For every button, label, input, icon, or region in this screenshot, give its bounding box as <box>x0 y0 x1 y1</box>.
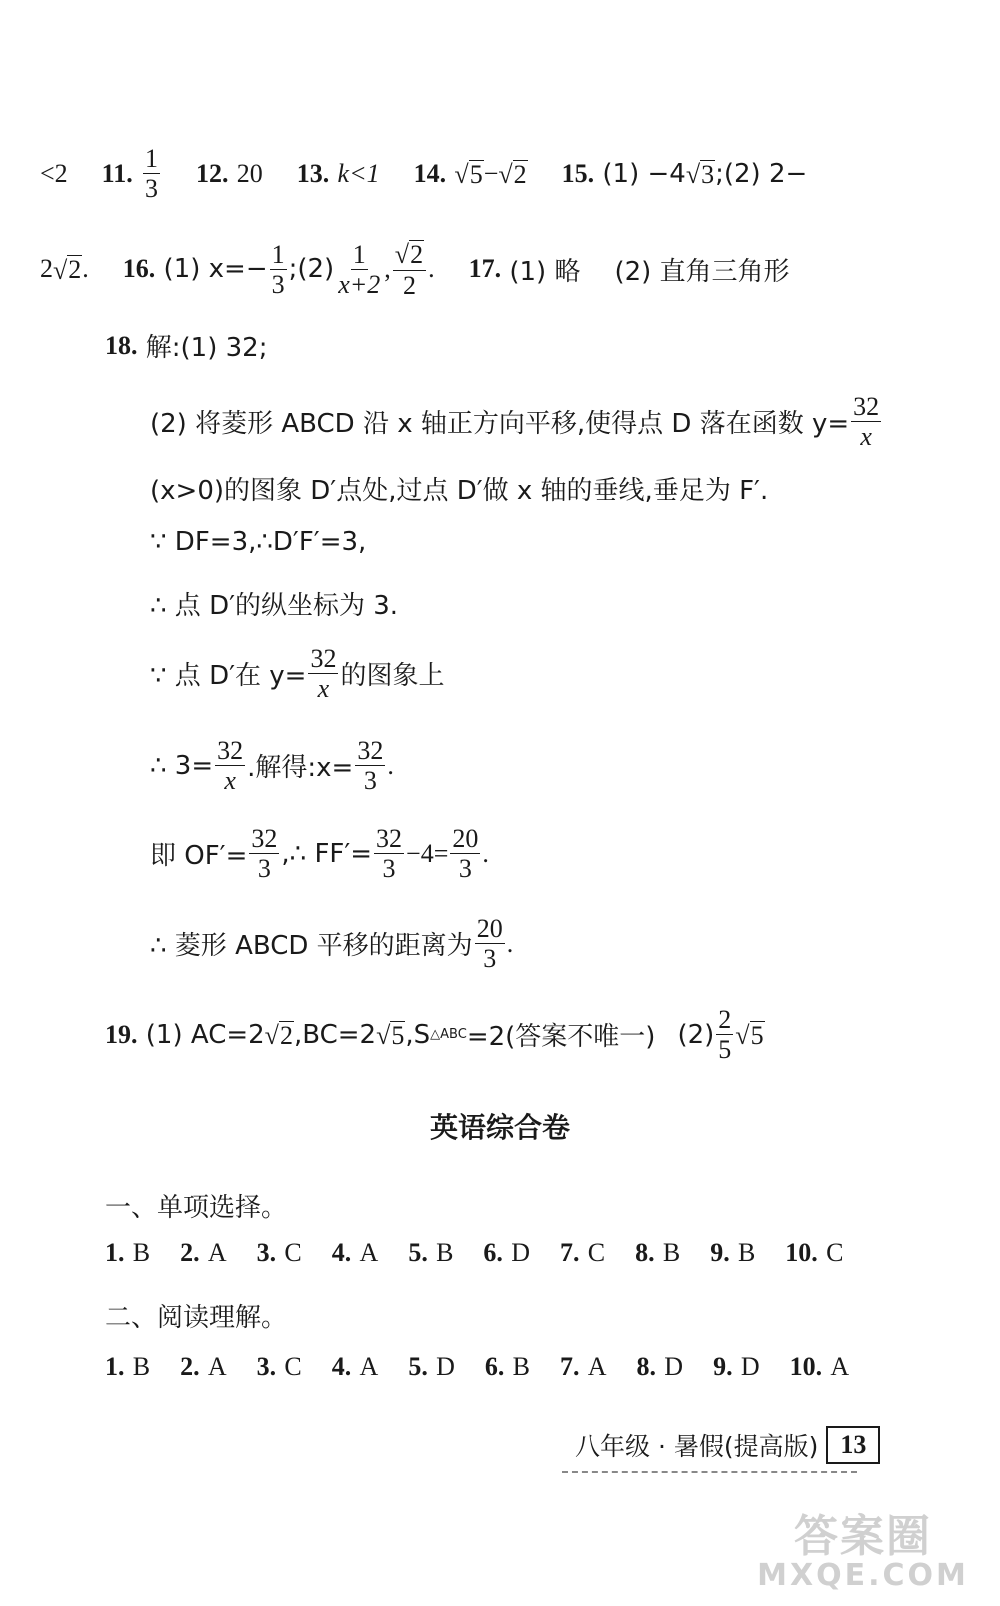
answer-number: 9. <box>713 1352 733 1381</box>
q16-number: 16. <box>122 254 156 284</box>
watermark-text: 答案圈 <box>794 1511 932 1562</box>
answer-letter: B <box>512 1352 530 1381</box>
answer-item <box>408 1238 453 1268</box>
answer-item <box>180 1238 227 1268</box>
q18-line-6: ∴ 3= $\frac{32}{x}$ .解得:x= $\frac{32}{3}$ . <box>150 736 394 796</box>
answer-letter: B <box>737 1238 756 1267</box>
q11-number: 11. <box>101 158 133 188</box>
q18-line-2: (x>0)的图象 D′点处,过点 D′做 x 轴的垂线,垂足为 F′. <box>150 476 769 506</box>
answer-number: 5. <box>408 1352 428 1381</box>
answer-item <box>257 1352 302 1382</box>
answer-letter: D <box>511 1238 530 1267</box>
answer-letter: A <box>359 1352 379 1381</box>
answer-letter: B <box>436 1238 454 1267</box>
answer-letter: A <box>207 1238 227 1267</box>
footer-divider <box>562 1471 857 1473</box>
answer-number: 1. <box>105 1238 125 1267</box>
answer-number: 4. <box>331 1238 352 1267</box>
q18-line-8: ∴ 菱形 ABCD 平移的距离为 $\frac{20}{3}$ . <box>150 914 514 974</box>
answer-letter: A <box>207 1352 227 1381</box>
line2-root: √ 2 <box>53 255 82 285</box>
q17-number: 17. <box>468 254 502 284</box>
answer-item <box>637 1352 684 1382</box>
q14-number: 14. <box>413 158 447 188</box>
answer-number: 6. <box>483 1238 503 1267</box>
q12-answer: 20 <box>236 158 263 188</box>
answer-number: 9. <box>710 1238 730 1267</box>
answer-item <box>560 1352 607 1382</box>
answer-item <box>560 1238 605 1268</box>
answer-line-2: 2 √ 2 . 16. (1) x=− $\frac{1}{3}$ ;(2) $\frac{1}{x+2}$ , √ 2 2 . 17. (1) 略 (2) 直角三角形 <box>40 239 790 300</box>
answer-letter: B <box>662 1238 681 1267</box>
answer-letter: A <box>830 1352 850 1381</box>
answer-number: 3. <box>256 1238 277 1267</box>
answer-number: 7. <box>559 1238 580 1267</box>
answer-number: 4. <box>331 1352 352 1381</box>
answer-item <box>332 1352 379 1382</box>
answer-item <box>790 1352 850 1382</box>
footer <box>575 1426 880 1464</box>
answer-number: 10. <box>789 1352 823 1381</box>
answer-letter: C <box>284 1238 302 1267</box>
answer-letter: C <box>826 1238 844 1267</box>
answer-item <box>105 1238 150 1268</box>
answer-item <box>785 1238 843 1268</box>
q18-intro: 18. 解:(1) 32; <box>105 330 268 363</box>
watermark <box>738 1500 988 1593</box>
answer-item <box>485 1352 530 1382</box>
q19-line: 19. (1) AC=2 √ 2 ,BC=2 √ 5 ,S △ABC =2(答案不唯一) (2) $\frac{2}{5}$ √ 5 <box>105 1005 764 1065</box>
english-section-title: 英语综合卷 <box>429 1111 570 1144</box>
answer-number: 2. <box>180 1352 200 1381</box>
answer-item <box>257 1238 302 1268</box>
answer-line-1: <2 11. $\frac{1}{3}$ 12. 20 13. k<1 14. √ 5 − √ 2 15. (1) −4 √ 3 ;(2) 2− <box>40 144 808 204</box>
single-choice-answers <box>105 1238 873 1268</box>
answer-item <box>635 1238 680 1268</box>
q13-answer: k<1 <box>337 158 380 188</box>
answer-number: 6. <box>484 1352 505 1381</box>
answer-number: 7. <box>559 1352 580 1381</box>
answer-number: 8. <box>635 1238 655 1267</box>
answer-item <box>105 1352 150 1382</box>
q11-fraction: $\frac{1}{3}$ <box>145 144 159 204</box>
q18-line-7: 即 OF′= $\frac{32}{3}$ ,∴ FF′= $\frac{32}{3}$ −4= $\frac{20}{3}$ . <box>150 824 489 884</box>
answer-letter: D <box>664 1352 684 1381</box>
answer-letter: B <box>132 1352 151 1381</box>
answer-number: 2. <box>180 1238 200 1267</box>
q15-number: 15. <box>561 158 595 188</box>
q15-root: √ 3 <box>685 159 715 189</box>
q14-root-a: √ 5 <box>454 159 483 189</box>
section-single-choice: 一、单项选择。 <box>105 1193 288 1223</box>
answer-item <box>710 1238 755 1268</box>
answer-letter: D <box>436 1352 455 1381</box>
answer-letter: D <box>740 1352 760 1381</box>
answer-item <box>483 1238 530 1268</box>
q18-line-4: ∴ 点 D′的纵坐标为 3. <box>150 591 399 621</box>
q18-line-1: (2) 将菱形 ABCD 沿 x 轴正方向平移,使得点 D 落在函数 y= $\frac{32}{x}$ <box>150 392 880 452</box>
answer-letter: A <box>587 1352 607 1381</box>
watermark-url: MXQE.COM <box>757 1558 969 1593</box>
answer-number: 5. <box>408 1238 428 1267</box>
answer-letter: C <box>587 1238 606 1267</box>
answer-item <box>332 1238 379 1268</box>
answer-letter: A <box>359 1238 379 1267</box>
q18-line-5: ∵ 点 D′在 y= $\frac{32}{x}$ 的图象上 <box>150 644 445 704</box>
q13-number: 13. <box>296 158 330 188</box>
answer-number: 8. <box>636 1352 657 1381</box>
answer-letter: C <box>284 1352 302 1381</box>
page-number: 13 <box>826 1426 880 1464</box>
answer-item <box>180 1352 227 1382</box>
answer-number: 10. <box>785 1238 818 1267</box>
footer-label: 八年级 · 暑假(提高版) <box>575 1432 819 1461</box>
reading-answers <box>105 1352 879 1382</box>
q14-root-b: √ 2 <box>498 159 527 189</box>
q12-number: 12. <box>196 158 229 188</box>
answer-item <box>408 1352 455 1382</box>
answer-item <box>713 1352 760 1382</box>
section-reading: 二、阅读理解。 <box>105 1303 288 1333</box>
answer-number: 1. <box>105 1352 125 1381</box>
answer-number: 3. <box>256 1352 277 1381</box>
answer-letter: B <box>132 1238 151 1267</box>
q18-line-3: ∵ DF=3,∴D′F′=3, <box>150 527 367 557</box>
